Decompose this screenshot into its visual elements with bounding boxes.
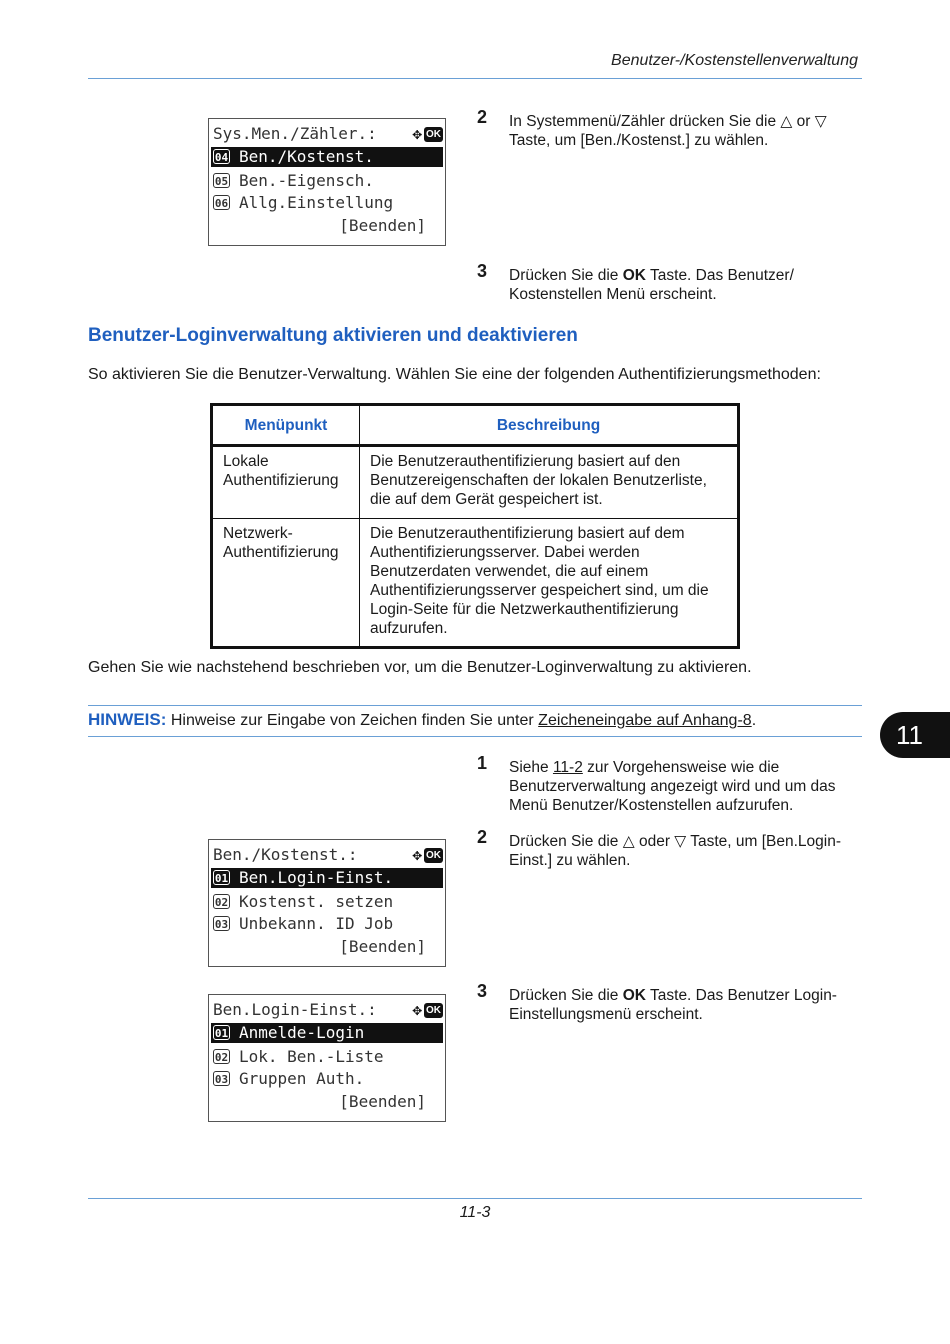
lcd-item-label: Lok. Ben.-Liste xyxy=(239,1047,384,1066)
step-2-bottom xyxy=(477,827,862,870)
lcd-title: Sys.Men./Zähler.: xyxy=(213,124,377,143)
lcd-item-label: Unbekann. ID Job xyxy=(239,914,394,933)
lcd-item-label: Ben.-Eigensch. xyxy=(239,171,374,190)
step-number: 3 xyxy=(477,981,488,1001)
intro-paragraph: So aktivieren Sie die Benutzer-Verwaltung. Wählen Sie eine der folgenden Authentifizierungsmethoden: xyxy=(88,366,821,383)
table-row xyxy=(212,519,739,648)
procedure-paragraph: Gehen Sie wie nachstehend beschrieben vor, um die Benutzer-Loginverwaltung zu aktivieren. xyxy=(88,659,752,676)
four-way-arrow-icon: ✥ xyxy=(412,845,422,864)
lcd-exit-row xyxy=(213,216,445,236)
lcd-item-label: Allg.Einstellung xyxy=(239,193,394,212)
step-text: In Systemmenü/Zähler drücken Sie die △ or ▽ Taste, um [Ben./Kostenst.] zu wählen. xyxy=(509,113,827,149)
lcd-menu-item-selected xyxy=(211,1023,443,1043)
note-text: Hinweise zur Eingabe von Zeichen finden Sie unter xyxy=(166,712,539,729)
lcd-item-label: Ben./Kostenst. xyxy=(239,147,374,166)
section-heading: Benutzer-Loginverwaltung aktivieren und deaktivieren xyxy=(88,325,578,346)
ok-key-icon: OK xyxy=(426,128,441,140)
chapter-tab: 11 xyxy=(880,712,950,758)
table-header-row xyxy=(212,405,739,446)
item-number-badge: 05 xyxy=(214,175,229,188)
item-number-badge: 02 xyxy=(214,896,229,909)
lcd-panel-system-menu xyxy=(208,118,446,246)
step-1-bottom xyxy=(477,753,862,815)
up-triangle-icon: △ xyxy=(780,113,793,130)
item-number-badge: 04 xyxy=(214,151,229,164)
lcd-menu-item-selected xyxy=(211,868,443,888)
lcd-panel-user-account xyxy=(208,839,446,967)
lcd-menu-item-selected xyxy=(211,147,443,167)
lcd-menu-item xyxy=(213,171,445,191)
lcd-menu-item xyxy=(213,892,445,912)
step-number: 2 xyxy=(477,107,488,127)
step-number: 1 xyxy=(477,753,488,773)
ok-key-icon: OK xyxy=(426,849,441,861)
table-cell-desc: Die Benutzerauthentifizierung basiert auf den Benutzereigenschaften der lokalen Benutzerliste, die auf dem Gerät gespeichert ist. xyxy=(360,446,739,519)
item-number-badge: 06 xyxy=(214,197,229,210)
table-row xyxy=(212,446,739,519)
lcd-title: Ben.Login-Einst.: xyxy=(213,1000,377,1019)
lcd-nav-icons xyxy=(412,124,443,144)
step-3-top xyxy=(477,261,862,304)
step-text: Drücken Sie die OK Taste. Das Benutzer Login-Einstellungsmenü erscheint. xyxy=(509,987,837,1023)
lcd-item-label: Anmelde-Login xyxy=(239,1023,365,1042)
note-box: HINWEIS: Hinweise zur Eingabe von Zeichen finden Sie unter Zeicheneingabe auf Anhang-8. xyxy=(88,705,862,737)
footer-rule xyxy=(88,1198,862,1199)
lcd-menu-item xyxy=(213,1069,445,1089)
header-rule xyxy=(88,78,862,79)
table-header-cell: Menüpunkt xyxy=(212,405,360,446)
lcd-menu-item xyxy=(213,1047,445,1067)
four-way-arrow-icon: ✥ xyxy=(412,1000,422,1019)
step-2-top xyxy=(477,107,862,150)
down-triangle-icon: ▽ xyxy=(674,833,687,850)
table-cell-item: Netzwerk-Authentifizierung xyxy=(212,519,360,648)
lcd-exit-row xyxy=(213,1092,445,1112)
authentication-methods-table xyxy=(210,403,740,649)
lcd-nav-icons xyxy=(412,845,443,865)
item-number-badge: 03 xyxy=(214,918,229,931)
lcd-item-label: Ben.Login-Einst. xyxy=(239,868,394,887)
lcd-nav-icons xyxy=(412,1000,443,1020)
lcd-exit-row xyxy=(213,937,445,957)
lcd-title-row xyxy=(213,124,445,144)
table-header-cell: Beschreibung xyxy=(360,405,739,446)
lcd-title: Ben./Kostenst.: xyxy=(213,845,358,864)
up-triangle-icon: △ xyxy=(622,833,635,850)
step-text: Siehe 11-2 zur Vorgehensweise wie die Benutzerverwaltung angezeigt wird und um das Menü Benutzer/Kostenstellen aufzurufen. xyxy=(509,759,836,814)
lcd-exit-label: [Beenden] xyxy=(339,1092,426,1111)
four-way-arrow-icon: ✥ xyxy=(412,124,422,143)
down-triangle-icon: ▽ xyxy=(814,113,827,130)
lcd-title-row xyxy=(213,845,445,865)
page-link[interactable]: 11-2 xyxy=(552,759,583,776)
item-number-badge: 02 xyxy=(214,1051,229,1064)
item-number-badge: 03 xyxy=(214,1073,229,1086)
lcd-exit-label: [Beenden] xyxy=(339,937,426,956)
lcd-exit-label: [Beenden] xyxy=(339,216,426,235)
lcd-title-row xyxy=(213,1000,445,1020)
table-cell-item: Lokale Authentifizierung xyxy=(212,446,360,519)
page-number: 11-3 xyxy=(459,1204,491,1221)
lcd-item-label: Gruppen Auth. xyxy=(239,1069,365,1088)
lcd-item-label: Kostenst. setzen xyxy=(239,892,394,911)
note-link[interactable]: Zeicheneingabe auf Anhang-8 xyxy=(538,712,752,729)
step-text: Drücken Sie die OK Taste. Das Benutzer/ Kostenstellen Menü erscheint. xyxy=(509,267,794,303)
step-3-bottom xyxy=(477,981,862,1024)
step-number: 2 xyxy=(477,827,488,847)
step-number: 3 xyxy=(477,261,488,281)
lcd-menu-item xyxy=(213,193,445,213)
page-header-title: Benutzer-/Kostenstellenverwaltung xyxy=(611,52,858,69)
note-label: HINWEIS: xyxy=(88,710,167,729)
item-number-badge: 01 xyxy=(214,872,229,885)
step-text: Drücken Sie die △ oder ▽ Taste, um [Ben.Login-Einst.] zu wählen. xyxy=(509,833,842,869)
ok-key-icon: OK xyxy=(426,1004,441,1016)
lcd-panel-user-login-settings xyxy=(208,994,446,1122)
table-cell-desc: Die Benutzerauthentifizierung basiert auf dem Authentifizierungsserver. Dabei werden Benutzerdaten verwendet, die auf einem Authentifizierungsserver gespeichert sind, um die Login-Seite für die Netzwerkauthentifizierung aufzurufen. xyxy=(360,519,739,648)
lcd-menu-item xyxy=(213,914,445,934)
item-number-badge: 01 xyxy=(214,1027,229,1040)
